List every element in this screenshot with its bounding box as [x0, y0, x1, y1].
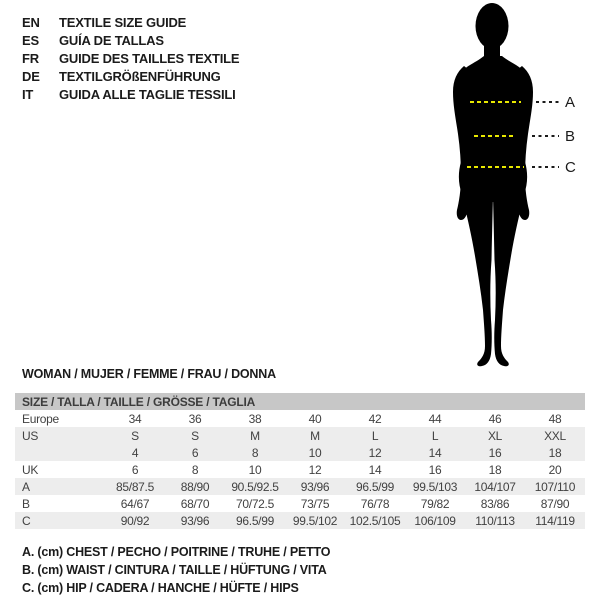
- table-row: [15, 410, 585, 427]
- size-cell: 42: [368, 411, 382, 426]
- legend-waist: B. (cm) WAIST / CINTURA / TAILLE / HÜFTUNG / VITA: [22, 563, 327, 577]
- size-cell: 6: [191, 445, 199, 460]
- language-label: TEXTILGRÖßENFÜHRUNG: [59, 68, 221, 84]
- size-cell: 93/96: [180, 513, 210, 528]
- size-cell: 48: [548, 411, 562, 426]
- table-row: [15, 461, 585, 478]
- waist-label: B: [565, 128, 576, 145]
- size-cell: 18: [548, 445, 562, 460]
- size-cell: 12: [368, 445, 382, 460]
- size-cell: M: [310, 428, 320, 443]
- woman-silhouette: [453, 3, 533, 366]
- size-cell: 76/78: [360, 496, 390, 511]
- language-code: DE: [22, 68, 40, 84]
- row-label: US: [22, 428, 39, 443]
- size-cell: 73/75: [300, 496, 330, 511]
- size-cell: 10: [248, 462, 262, 477]
- row-label: C: [22, 513, 31, 528]
- size-cell: 99.5/103: [412, 479, 458, 494]
- size-cell: 6: [131, 462, 139, 477]
- size-cell: 90/92: [120, 513, 150, 528]
- size-cell: L: [431, 428, 439, 443]
- row-label: UK: [22, 462, 39, 477]
- size-cell: S: [191, 428, 199, 443]
- language-row: [22, 13, 239, 31]
- language-label: TEXTILE SIZE GUIDE: [59, 14, 187, 30]
- language-code: EN: [22, 14, 40, 30]
- size-cell: 46: [488, 411, 502, 426]
- size-cell: 90.5/92.5: [231, 479, 279, 494]
- size-cell: 14: [428, 445, 442, 460]
- table-row: [15, 444, 585, 461]
- size-cell: 16: [428, 462, 442, 477]
- silhouette-right-leg: [493, 158, 525, 366]
- language-row: [22, 85, 239, 103]
- size-cell: 99.5/102: [292, 513, 338, 528]
- size-cell: 96.5/99: [356, 479, 394, 494]
- legend-hip: C. (cm) HIP / CADERA / HANCHE / HÜFTE / HIPS: [22, 581, 299, 595]
- size-cell: 36: [188, 411, 202, 426]
- gender-title: WOMAN / MUJER / FEMME / FRAU / DONNA: [22, 367, 276, 381]
- silhouette-left-leg: [461, 158, 493, 366]
- size-cell: 96.5/99: [236, 513, 274, 528]
- pointer-lines: [532, 102, 559, 167]
- size-cell: 16: [488, 445, 502, 460]
- size-table: [15, 393, 585, 529]
- size-cell: XXL: [544, 428, 566, 443]
- size-cell: 4: [131, 445, 139, 460]
- table-row: [15, 512, 585, 529]
- language-code: IT: [22, 86, 34, 102]
- size-cell: 68/70: [180, 496, 210, 511]
- size-cell: 8: [251, 445, 259, 460]
- woman-silhouette-figure: [420, 0, 600, 370]
- language-code: FR: [22, 50, 39, 66]
- language-label: GUIDA ALLE TAGLIE TESSILI: [59, 86, 236, 102]
- size-cell: M: [250, 428, 260, 443]
- size-cell: 88/90: [180, 479, 210, 494]
- language-row: [22, 49, 239, 67]
- language-label: GUÍA DE TALLAS: [59, 32, 164, 48]
- chest-label: A: [565, 94, 576, 111]
- size-cell: 10: [308, 445, 322, 460]
- table-row: [15, 427, 585, 444]
- size-cell: XL: [487, 428, 503, 443]
- language-label: GUIDE DES TAILLES TEXTILE: [59, 50, 240, 66]
- size-cell: 40: [308, 411, 322, 426]
- table-row: [15, 495, 585, 512]
- size-cell: 110/113: [475, 513, 515, 528]
- size-cell: 44: [428, 411, 442, 426]
- language-title-list: [22, 13, 239, 103]
- size-cell: L: [371, 428, 379, 443]
- size-cell: 107/110: [534, 479, 576, 494]
- size-cell: 70/72.5: [236, 496, 274, 511]
- size-cell: 34: [128, 411, 142, 426]
- size-cell: 20: [548, 462, 562, 477]
- size-cell: 38: [248, 411, 262, 426]
- size-cell: 8: [191, 462, 199, 477]
- row-label: B: [22, 496, 30, 511]
- language-code: ES: [22, 32, 39, 48]
- size-cell: 87/90: [540, 496, 570, 511]
- size-cell: S: [131, 428, 139, 443]
- size-cell: 18: [488, 462, 502, 477]
- size-cell: 106/109: [414, 513, 456, 528]
- size-cell: 14: [368, 462, 382, 477]
- size-cell: 85/87.5: [116, 479, 154, 494]
- table-row: [15, 478, 585, 495]
- language-row: [22, 31, 239, 49]
- size-cell: 104/107: [474, 479, 516, 494]
- measurement-legend: [22, 545, 330, 599]
- table-header: SIZE / TALLA / TAILLE / GRÖSSE / TAGLIA: [15, 393, 585, 410]
- row-label: Europe: [22, 411, 59, 426]
- size-cell: 83/86: [480, 496, 510, 511]
- size-cell: 102.5/105: [349, 513, 401, 528]
- hip-label: C: [565, 159, 576, 176]
- row-label: A: [22, 479, 30, 494]
- legend-chest: A. (cm) CHEST / PECHO / POITRINE / TRUHE / PETTO: [22, 545, 331, 559]
- size-cell: 64/67: [120, 496, 150, 511]
- size-cell: 93/96: [300, 479, 330, 494]
- size-cell: 114/119: [535, 513, 575, 528]
- size-cell: 79/82: [420, 496, 450, 511]
- language-row: [22, 67, 239, 85]
- size-cell: 12: [308, 462, 322, 477]
